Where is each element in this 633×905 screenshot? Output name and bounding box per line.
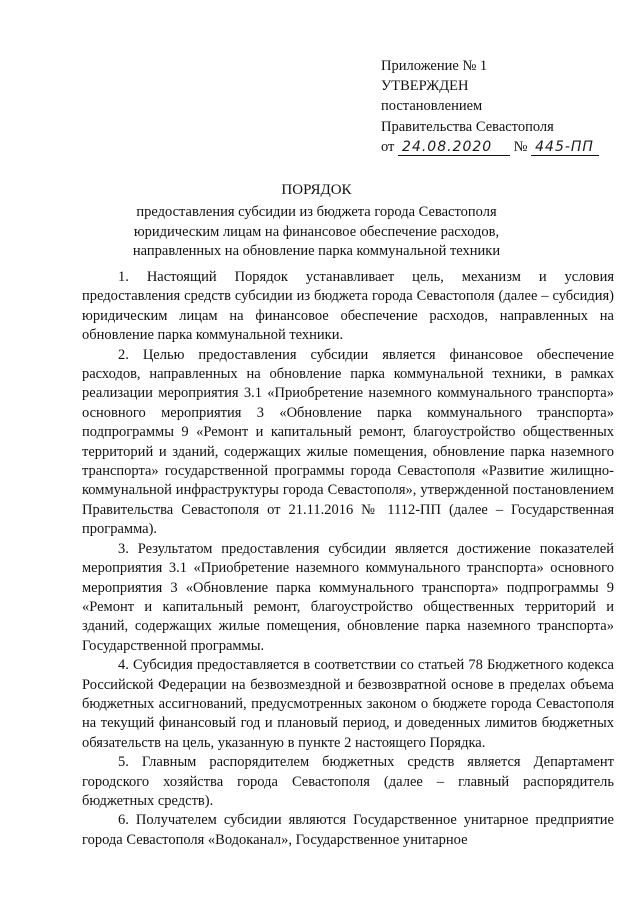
paragraph-2: 2. Целью предоставления субсидии является финансовое обеспечение расходов, направленных на обновление парка коммунальной техники, в рамках реализации мероприятия 3.1 «Приобретение наземного коммунального транспорта» основного мероприятия 3 «Обновление парка коммунального транспорта» подпрограммы 9 «Ремонт и капитальный ремонт, благоустройство общественных территорий и зданий, содержащих жилые помещения, обновление парка наземного транспорта» государственной программы города Севастополя «Развитие жилищно-коммунальной инфраструктуры города Севастополя», утвержденной постановлением Правительства Севастополя от 21.11.2016 № 1112-ПП (далее – Государственная программа). bbox=[82, 346, 614, 538]
paragraph-1: 1. Настоящий Порядок устанавливает цель, механизм и условия предоставления средств субсидии из бюджета города Севастополя (далее – субсидия) юридическим лицам на финансовое обеспечение расходов, направленных на обновление парка коммунальной техники. bbox=[82, 269, 614, 344]
paragraph-3: 3. Результатом предоставления субсидии является достижение показателей мероприятия 3.1 «Приобретение наземного коммунального транспорта» основного мероприятия 3 «Обновление парка коммунального транспорта» подпрограммы 9 «Ремонт и капитальный ремонт, благоустройство общественных территорий и зданий, содержащих жилые помещения, обновление парка наземного транспорта» Государственной программы. bbox=[82, 540, 614, 654]
approved-by-label: постановлением bbox=[381, 98, 483, 115]
government-label: Правительства Севастополя bbox=[381, 118, 554, 135]
paragraph-6: 6. Получателем субсидии являются Государственное унитарное предприятие города Севастополя «Водоканал», Государственное унитарное bbox=[82, 812, 614, 848]
approved-label: УТВЕРЖДЕН bbox=[381, 78, 469, 95]
handwritten-number: 445-ПП bbox=[535, 138, 594, 155]
date-field bbox=[398, 140, 510, 156]
paragraph-4: 4. Субсидия предоставляется в соответствии со статьей 78 Бюджетного кодекса Российской Федерации на безвозмездной и безвозвратной основе в пределах объема бюджетных ассигнований, предусмотренных законом о бюджете города Севастополя на текущий финансовый год и плановый период, и доведенных лимитов бюджетных обязательств на цель, указанную в пункте 2 настоящего Порядка. bbox=[82, 657, 614, 751]
number-field bbox=[531, 140, 599, 156]
from-label: от bbox=[381, 138, 395, 155]
appendix-label: Приложение № 1 bbox=[381, 58, 488, 74]
paragraph-5: 5. Главным распорядителем бюджетных средств является Департамент городского хозяйства города Севастополя (далее – главный распорядитель бюджетных средств). bbox=[82, 754, 614, 809]
document-title: ПОРЯДОК bbox=[281, 182, 352, 198]
handwritten-date: 24.08.2020 bbox=[402, 138, 493, 155]
date-number-line bbox=[381, 137, 621, 157]
document-subtitle: предоставления субсидии из бюджета города Севастополя юридическим лицам на финансовое обеспечение расходов, направленных на обновление парка коммунальной техники bbox=[132, 204, 501, 259]
number-label: № bbox=[513, 138, 528, 155]
approval-block bbox=[381, 56, 621, 157]
document-body bbox=[82, 268, 614, 850]
